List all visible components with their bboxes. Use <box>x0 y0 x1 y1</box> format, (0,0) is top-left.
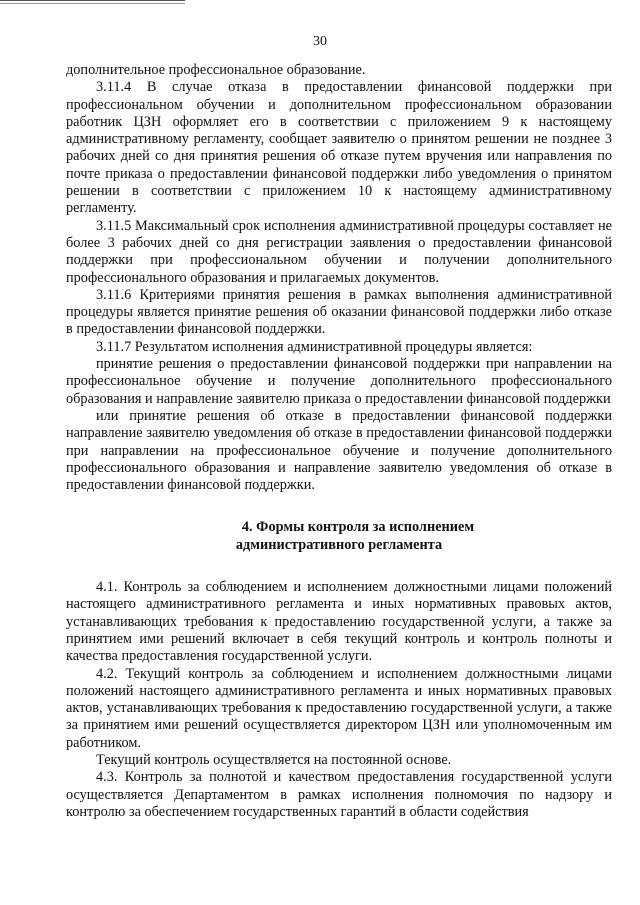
document-body <box>66 62 612 821</box>
paragraph-3-11-7: 3.11.7 Результатом исполнения административной процедуры является: <box>96 338 533 355</box>
paragraph-3-11-6: 3.11.6 Критериями принятия решения в рамках выполнения административной процедуры является принятие решения об оказании финансовой поддержки либо отказе в предоставлении финансовой поддержки. <box>66 286 612 338</box>
paragraph-current-control: Текущий контроль осуществляется на постоянной основе. <box>96 751 452 768</box>
paragraph-result-grant: принятие решения о предоставлении финансовой поддержки при направлении на профессиональное обучение и получение дополнительного профессионального образования и направление заявителю приказа о предоставлении финансовой поддержки <box>66 356 612 407</box>
paragraph-continuation: дополнительное профессиональное образование. <box>66 62 366 78</box>
page-number: 30 <box>313 34 327 49</box>
header-rule-secondary <box>0 3 185 5</box>
paragraph-3-11-4: 3.11.4 В случае отказа в предоставлении финансовой поддержки при профессиональном обучении и дополнительном профессиональном образовании работник ЦЗН оформляет его в соответствии с приложением 9 к настоящему административному регламенту, сообщает заявителю о принятом решении не позднее 3 рабочих дней со дня принятия решения об отказе путем вручения или направления по почте приказа о предоставлении финансовой поддержки либо уведомления о принятом решении в соответствии с приложением 10 к настоящему административному регламенту. <box>66 79 612 217</box>
paragraph-3-11-5: 3.11.5 Максимальный срок исполнения административной процедуры составляет не более 3 рабочих дней со дня регистрации заявления о предоставлении финансовой поддержки при профессиональном обучении и получении дополнительного профессионального образования и прилагаемых документов. <box>66 217 612 286</box>
section-title <box>66 519 612 554</box>
section-title-line-2: административного регламента <box>235 536 443 553</box>
section-title-line-1: 4. Формы контроля за исполнением <box>241 519 475 536</box>
paragraph-result-refusal: или принятие решения об отказе в предоставлении финансовой поддержки направление заявителю уведомления об отказе в предоставлении финансовой поддержки при направлении на профессиональное обучение и получение дополнительного профессионального образования и направление заявителю уведомления об отказе в предоставлении финансовой поддержки. <box>66 407 612 494</box>
paragraph-4-1: 4.1. Контроль за соблюдением и исполнением должностными лицами положений настоящего административного регламента и иных нормативных правовых актов, устанавливающих требования к предоставлению государственной услуги, а также за принятием ими решений включает в себя текущий контроль и контроль полноты и качества предоставления государственной услуги. <box>66 579 612 665</box>
paragraph-4-2: 4.2. Текущий контроль за соблюдением и исполнением должностными лицами положений настоящего административного регламента и иных нормативных правовых актов, устанавливающих требования к предоставлению государственной услуги, а также за принятием ими решений осуществляется директором ЦЗН или уполномоченным им работником. <box>66 665 612 751</box>
header-rule <box>0 0 185 2</box>
paragraph-4-3: 4.3. Контроль за полнотой и качеством предоставления государственной услуги осуществляется Департаментом в рамках исполнения полномочия по надзору и контролю за обеспечением государственных гарантий в области содействия <box>66 769 612 820</box>
